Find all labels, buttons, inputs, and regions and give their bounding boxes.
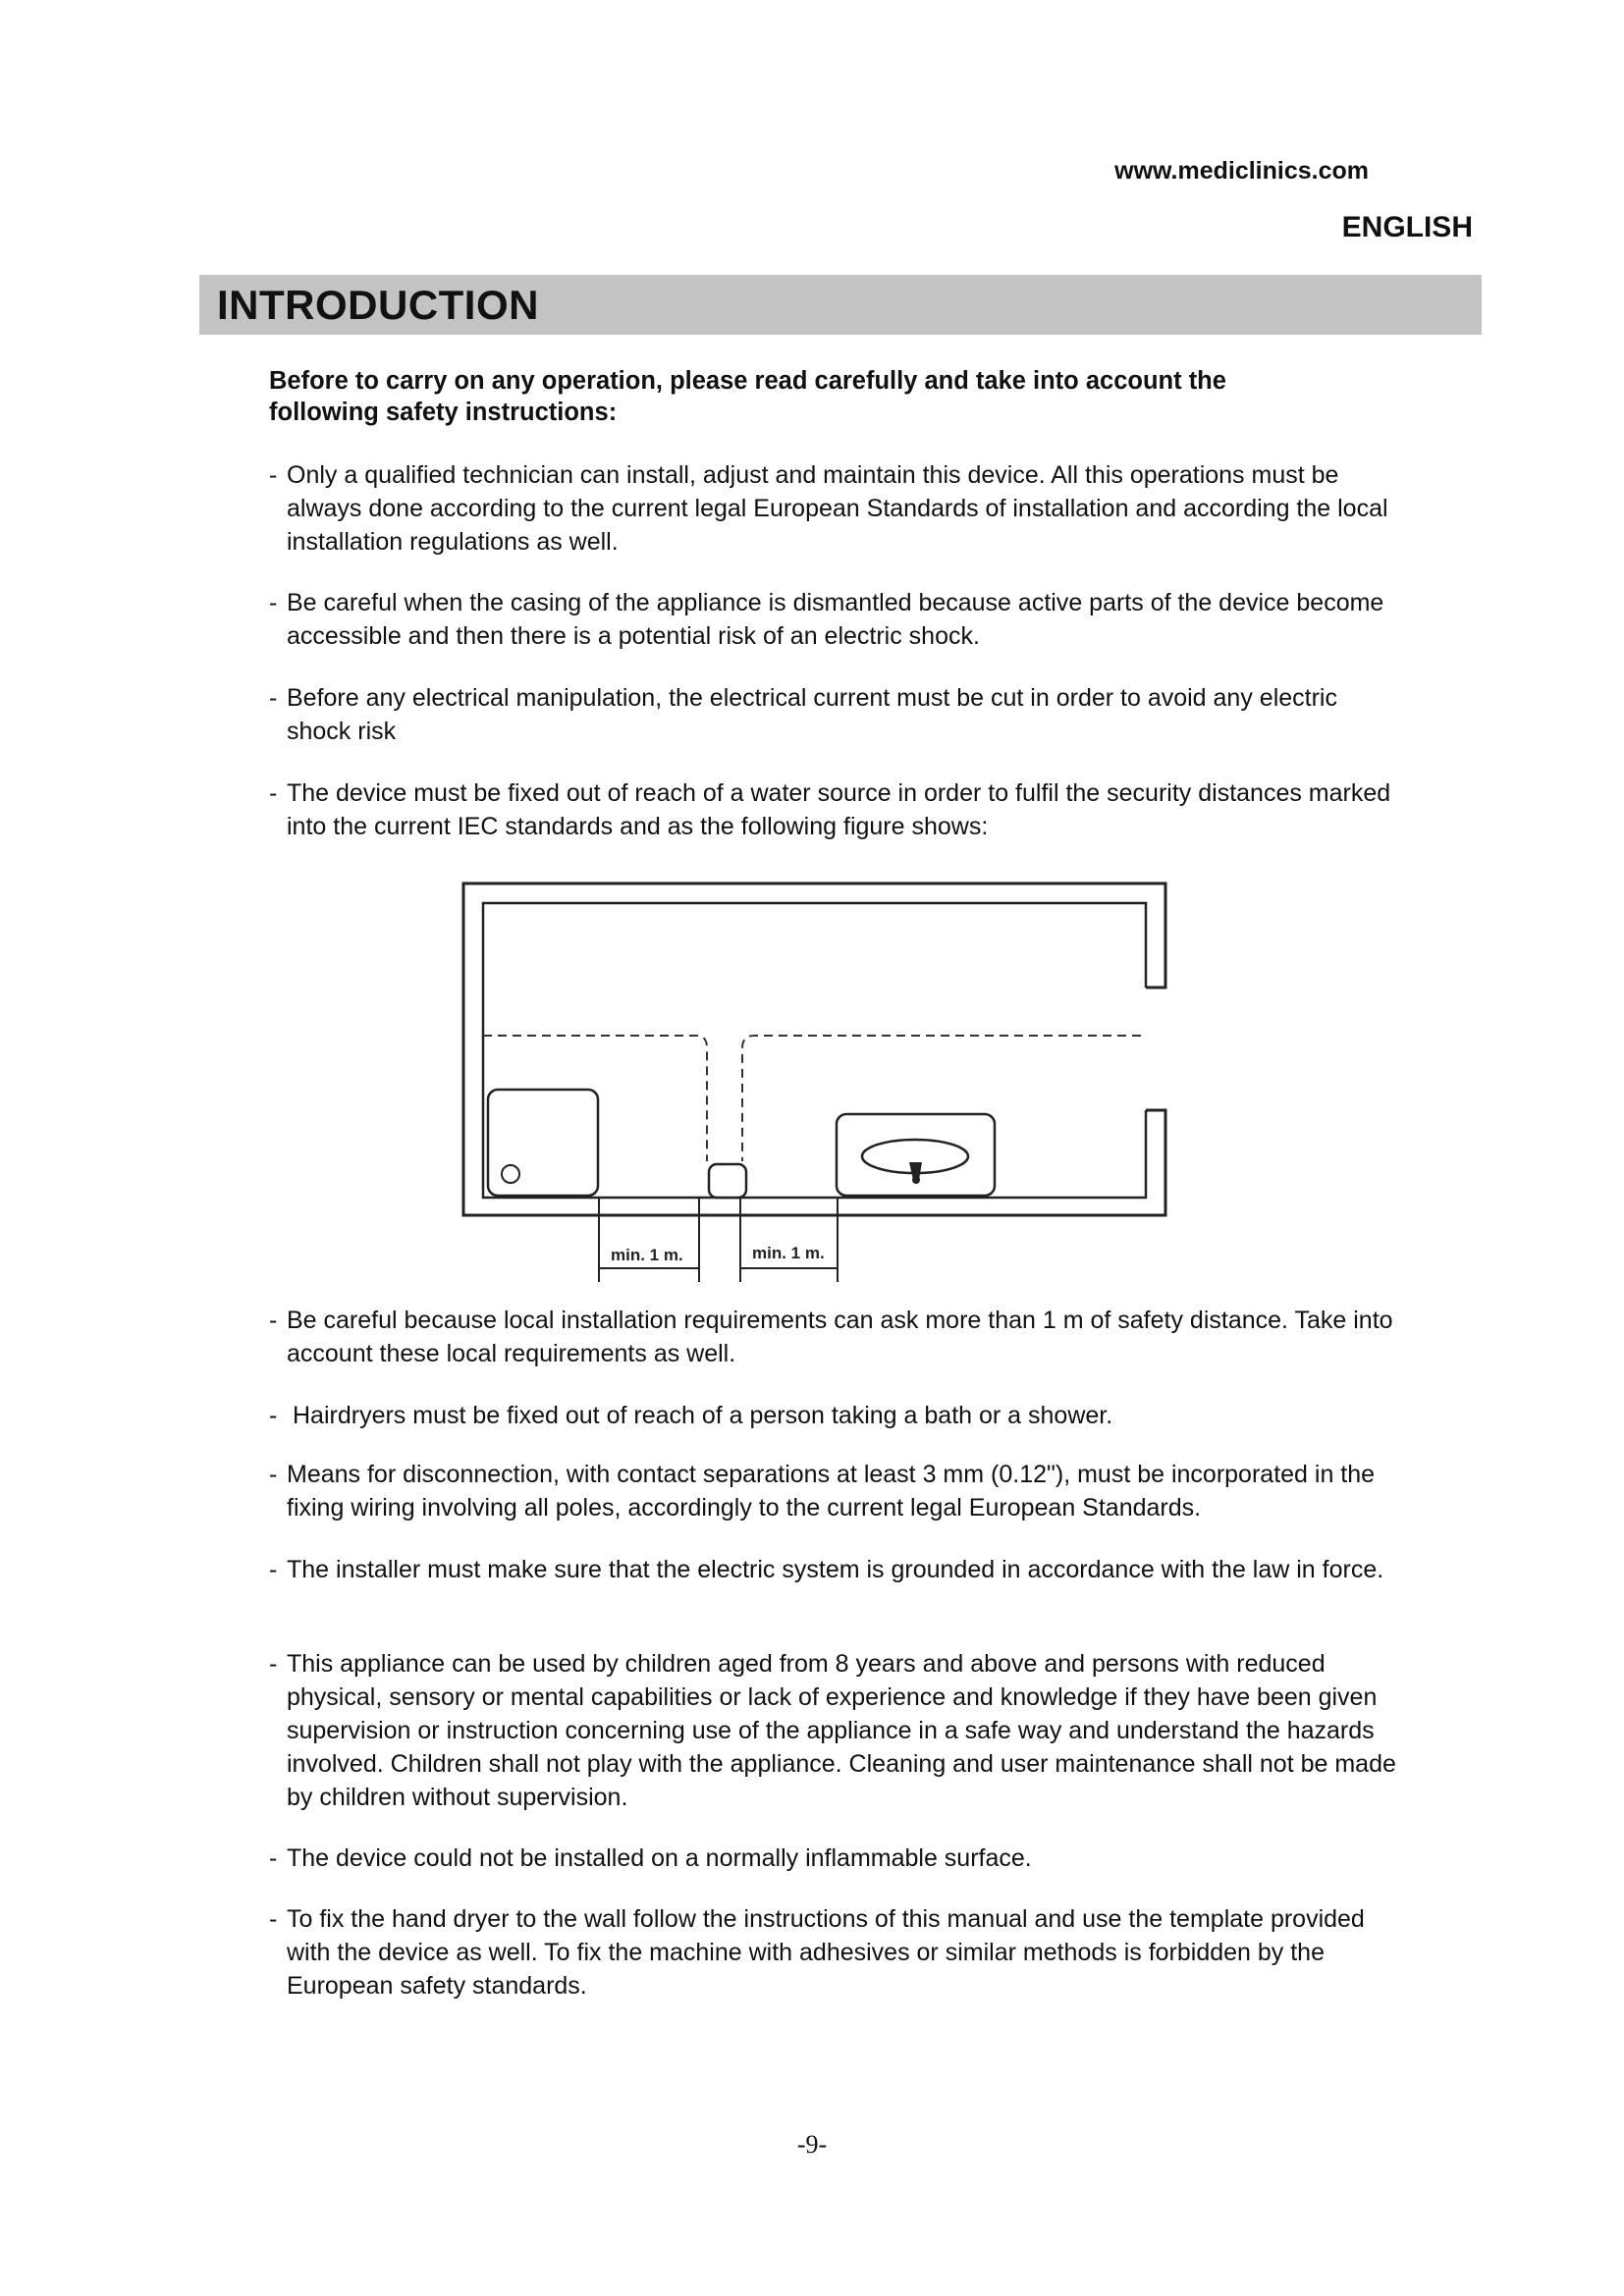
bullet-dash: - xyxy=(269,1307,278,1334)
bullet-item xyxy=(269,1902,1398,2002)
bullet-text: Means for disconnection, with contact separations at least 3 mm (0.12"), must be incorporated in the fixing wiring involving all poles, accordingly to the current legal European Standards. xyxy=(287,1461,1376,1522)
distance-label-right: min. 1 m. xyxy=(752,1244,825,1262)
bullet-item xyxy=(269,681,1398,748)
bullet-text: The installer must make sure that the electric system is grounded in accordance with the law in force. xyxy=(287,1556,1384,1583)
bullet-item xyxy=(269,586,1398,653)
bullet-dash: - xyxy=(269,1556,278,1583)
bullet-text: The device could not be installed on a normally inflammable surface. xyxy=(287,1844,1032,1872)
language-label: ENGLISH xyxy=(1341,211,1473,243)
bullet-dash: - xyxy=(269,684,278,712)
page-number: -9- xyxy=(796,2130,828,2159)
bullet-item xyxy=(269,1399,1398,1432)
section-title: INTRODUCTION xyxy=(217,282,539,328)
bullet-dash: - xyxy=(269,1650,278,1678)
bullet-dash: - xyxy=(269,1905,278,1933)
bullet-dash: - xyxy=(269,461,278,489)
bullet-item xyxy=(269,1553,1398,1586)
bullet-dash: - xyxy=(269,1402,278,1429)
bullet-dash: - xyxy=(269,779,278,807)
distance-label-left: min. 1 m. xyxy=(611,1246,683,1264)
bullet-dash: - xyxy=(269,1844,278,1872)
bullet-text: Hairdryers must be fixed out of reach of a person taking a bath or a shower. xyxy=(293,1402,1113,1429)
bullet-text: Before any electrical manipulation, the electrical current must be cut in order to avoid any electric shock risk xyxy=(287,684,1337,745)
bullet-text: To fix the hand dryer to the wall follow the instructions of this manual and use the template provided with the device as well. To fix the machine with adhesives or similar methods is forbidden by the European safety standards. xyxy=(287,1905,1365,2000)
hand-dryer-shape xyxy=(709,1164,746,1198)
website-url: www.mediclinics.com xyxy=(1114,157,1369,185)
bathtub-drain xyxy=(502,1165,519,1183)
bullet-text: Only a qualified technician can install, adjust and maintain this device. All this operations must be always done according to the current legal European Standards of installation and according the local installation regulations as well. xyxy=(287,461,1388,556)
bullet-text: The device must be fixed out of reach of a water source in order to fulfil the security distances marked into the current IEC standards and as the following figure shows: xyxy=(287,779,1391,840)
bullet-item xyxy=(269,1458,1398,1524)
bullet-item xyxy=(269,1304,1398,1370)
bullet-text: Be careful because local installation requirements can ask more than 1 m of safety distance. Take into account these local requirements as well. xyxy=(287,1307,1393,1367)
bullet-text: This appliance can be used by children aged from 8 years and above and persons with reduced physical, sensory or mental capabilities or lack of experience and knowledge if they have been given supervision or instruction concerning use of the appliance in a safe way and understand the hazards involved. Children shall not play with the appliance. Cleaning and user maintenance shall not be made by children without supervision. xyxy=(287,1650,1396,1811)
section-header-bar xyxy=(199,275,1482,335)
lead-paragraph: Before to carry on any operation, please read carefully and take into account the following safety instructions: xyxy=(269,367,1226,426)
bullet-item xyxy=(269,1647,1398,1814)
bullet-item xyxy=(269,458,1398,559)
bullet-dash: - xyxy=(269,1461,278,1488)
bullet-dash: - xyxy=(269,589,278,616)
bullet-text: Be careful when the casing of the appliance is dismantled because active parts of the device become accessible and then there is a potential risk of an electric shock. xyxy=(287,589,1384,650)
bullet-item xyxy=(269,1842,1398,1875)
safety-distance-figure xyxy=(454,881,1180,1292)
bullet-item xyxy=(269,776,1398,843)
